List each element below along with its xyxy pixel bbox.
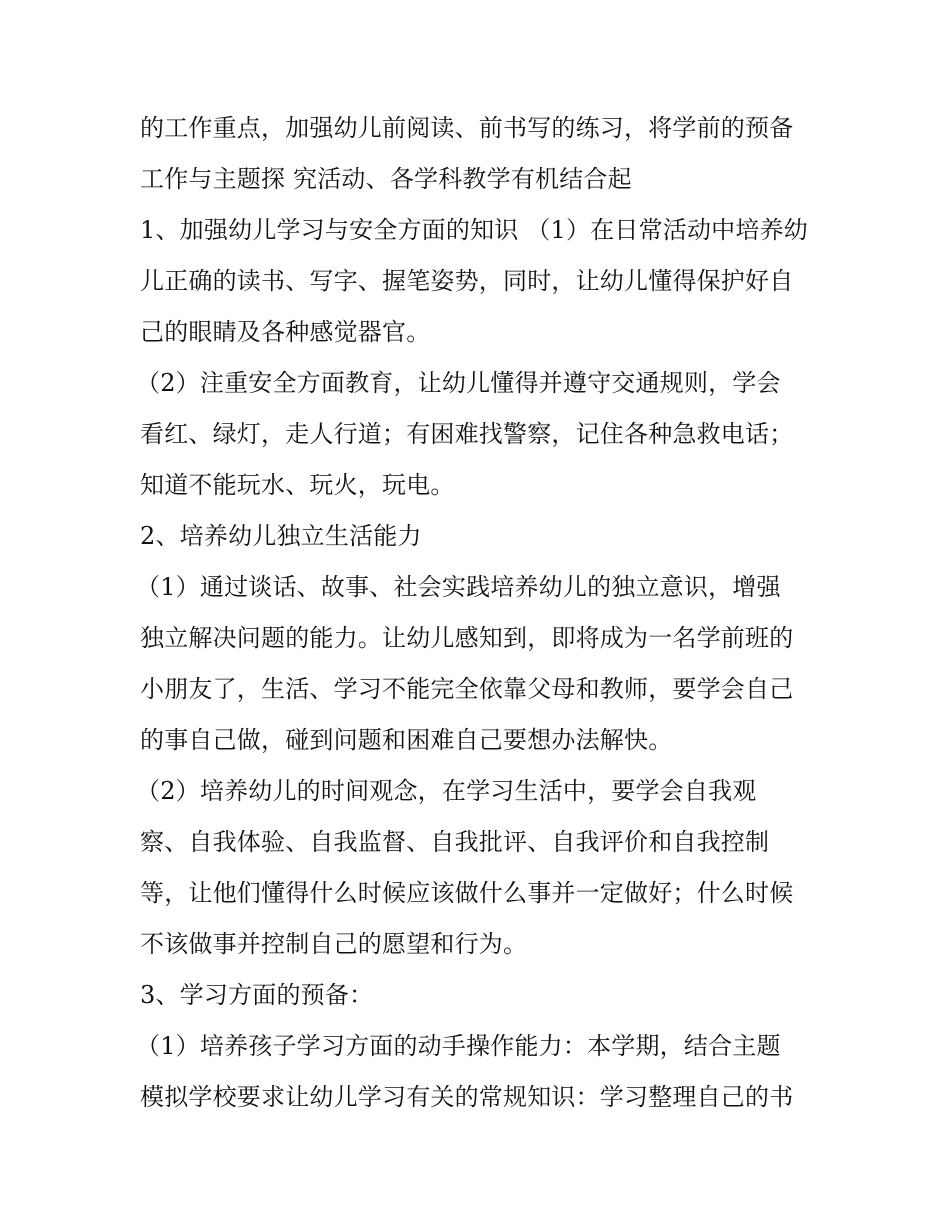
text-line: 的工作重点，加强幼儿前阅读、前书写的练习，将学前的预备 [140,114,794,142]
text-line: 不该做事并控制自己的愿望和行为。 [140,930,528,958]
text-line: 1、加强幼儿学习与安全方面的知识 （1）在日常活动中培养幼 [140,216,808,244]
text-line: 小朋友了，生活、学习不能完全依靠父母和教师，要学会自己 [140,675,794,703]
text-line: 看红、绿灯，走人行道；有困难找警察，记住各种急救电话； [140,420,794,448]
section-heading: 3、学习方面的预备： [140,981,374,1009]
text-line: 模拟学校要求让幼儿学习有关的常规知识：学习整理自己的书 [140,1083,794,1111]
text-line: （2）培养幼儿的时间观念，在学习生活中，要学会自我观 [136,777,757,805]
section-heading: 2、培养幼儿独立生活能力 [140,522,422,550]
text-line: 工作与主题探 究活动、各学科教学有机结合起 [140,165,632,193]
text-line: 等，让他们懂得什么时候应该做什么事并一定做好；什么时候 [140,879,794,907]
text-line: （1）培养孩子学习方面的动手操作能力：本学期，结合主题 [136,1032,781,1060]
document-body [136,103,830,1123]
text-line: （2）注重安全方面教育，让幼儿懂得并遵守交通规则，学会 [136,369,781,397]
text-line: 知道不能玩水、玩火，玩电。 [140,471,455,499]
text-line: 己的眼睛及各种感觉器官。 [140,318,431,346]
text-line: （1）通过谈话、故事、社会实践培养幼儿的独立意识，增强 [136,573,781,601]
text-line: 独立解决问题的能力。让幼儿感知到，即将成为一名学前班的 [140,624,794,652]
text-line: 察、自我体验、自我监督、自我批评、自我评价和自我控制 [140,828,770,856]
text-line: 的事自己做，碰到问题和困难自己要想办法解快。 [140,726,673,754]
text-line: 儿正确的读书、写字、握笔姿势，同时，让幼儿懂得保护好自 [140,267,794,295]
